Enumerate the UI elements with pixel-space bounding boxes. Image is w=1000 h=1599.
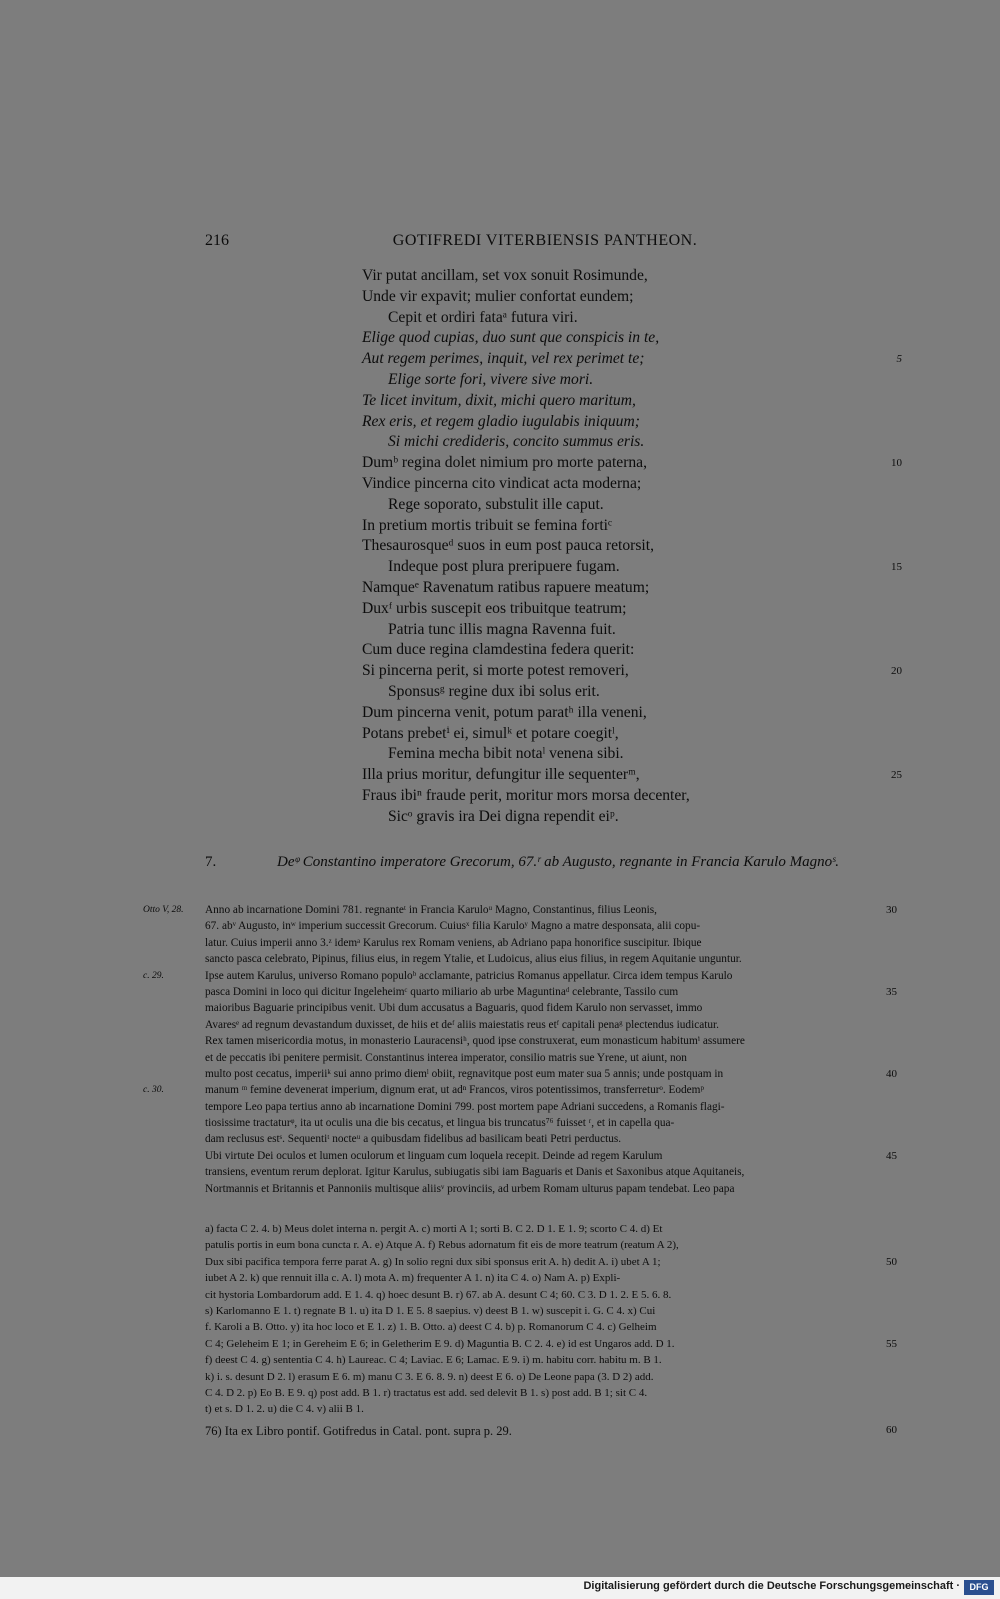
note-text: s) Karlomanno E 1. t) regnate B 1. u) ita D 1. E 5. 8 saepius. v) deest B 1. w) suscepit i. G. C 4. x) Cui (205, 1304, 656, 1317)
margin-reference: c. 30. (143, 1085, 164, 1096)
verse-text: Femina mecha bibit notaˡ venena sibi. (388, 745, 624, 763)
note-text: iubet A 2. k) que rennuit illa c. A. l) mota A. m) frequenter A 1. n) ita C 4. o) Nam A. p) Expli- (205, 1272, 621, 1285)
note-line (205, 1270, 885, 1286)
prose-text: multo post cecatus, imperiiᵏ sui anno primo diemˡ obiit, regnavitque post eum mater sua 5 annis; unde postquam in (205, 1067, 724, 1080)
prose-text: Anno ab incarnatione Domini 781. regnanteᵗ in Francia Karuloᵘ Magno, Constantinus, filius Leonis, (205, 904, 658, 916)
prose-text: Rex tamen misericordia motus, in monasterio Lauracensiʰ, quod ipse construxerat, eum monasticum habitumⁱ assumere (205, 1035, 745, 1048)
prose-text: sancto pasca celebrato, Pipinus, filius eius, in regem Ytalie, et Ludoicus, alius eius filius, in regem Aquitanie unguntur. (205, 953, 742, 966)
margin-reference: Otto V, 28. (143, 905, 184, 915)
note-line (205, 1369, 885, 1385)
chapter-number: 7. (205, 854, 217, 870)
verse-line (362, 807, 902, 828)
line-number: 55 (886, 1337, 897, 1350)
prose-line (205, 984, 897, 1000)
prose-text: pasca Domini in loco qui dicitur Ingeleheimᶜ quarto miliario ab urbe Maguntinaᵈ celebrante, Tassilo cum (205, 985, 679, 998)
prose-line (205, 1099, 885, 1115)
dfg-credit-text: Digitalisierung gefördert durch die Deutsche Forschungsgemeinschaft · (583, 1580, 960, 1592)
prose-line (205, 951, 885, 967)
note-text: k) i. s. desunt D 2. l) erasum E 6. m) manu C 3. E 6. 8. 9. n) deest E 6. o) De Leone papa (3. D 2) add. (205, 1370, 654, 1383)
verse-line (362, 391, 902, 412)
note-text: Dux sibi pacifica tempora ferre parat A. g) In solio regni dux sibi sponsus erit A. h) dedit A. i) ubet A 1; (205, 1255, 661, 1268)
verse-text: Patria tunc illis magna Ravenna fuit. (388, 620, 616, 638)
verse-line (362, 495, 902, 516)
prose-block (143, 902, 897, 1197)
note-line (205, 1352, 885, 1368)
verse-line (362, 328, 902, 349)
verse-line (362, 765, 902, 786)
prose-line (205, 918, 885, 934)
margin-reference: c. 29. (143, 970, 164, 981)
note-line (205, 1401, 885, 1417)
verse-line (362, 536, 902, 557)
verse-text: Indeque post plura preripuere fugam. (388, 558, 620, 576)
verse-line (362, 557, 902, 578)
verse-text: Illa prius moritur, defungitur ille sequenterᵐ, (362, 766, 640, 784)
verse-text: Elige quod cupias, duo sunt que conspicis in te, (362, 329, 660, 347)
verse-line (362, 412, 902, 433)
dfg-banner (0, 1577, 1000, 1599)
verse-line (362, 682, 902, 703)
verse-text: Cepit et ordiri fataᵃ futura viri. (388, 308, 578, 326)
page-number: 216 (205, 232, 229, 249)
verse-text: Rex eris, et regem gladio iugulabis iniquum; (362, 412, 640, 430)
verse-line (362, 661, 902, 682)
note-line (205, 1385, 885, 1401)
running-head (205, 232, 885, 254)
line-number: 10 (891, 457, 902, 470)
prose-text: 67. abᵛ Augusto, inʷ imperium successit Grecorum. Cuiusˣ filia Karuloʸ Magno a matre desponsata, alii copu- (205, 920, 701, 933)
line-number: 20 (891, 665, 902, 678)
prose-line (205, 1148, 897, 1164)
verse-line (362, 620, 902, 641)
prose-text: dam reclusus estˢ. Sequentiᵗ nocteᵘ a quibusdam fidelibus ad basilicam beati Petri perductus. (205, 1133, 622, 1146)
verse-line (362, 308, 902, 329)
footnote-text: 76) Ita ex Libro pontif. Gotifredus in Catal. pont. supra p. 29. (205, 1424, 512, 1438)
verse-text: Sicᵒ gravis ira Dei digna rependit eiᵖ. (388, 807, 619, 825)
note-text: C 4; Geleheim E 1; in Gereheim E 6; in Geletherim E 9. d) Maguntia B. C 2. 4. e) id est Ungaros add. D 1. (205, 1337, 675, 1350)
prose-line (205, 1000, 885, 1016)
dfg-logo: DFG (964, 1580, 994, 1595)
verse-line (362, 599, 902, 620)
verse-text: Si michi credideris, concito summus eris. (388, 433, 645, 451)
note-line (205, 1319, 885, 1335)
running-title: GOTIFREDI VITERBIENSIS PANTHEON. (392, 232, 698, 249)
verse-text: Thesaurosqueᵈ suos in eum post pauca retorsit, (362, 537, 654, 555)
verse-text: Sponsusᵍ regine dux ibi solus erit. (388, 682, 600, 700)
chapter-heading (205, 853, 885, 872)
verse-text: Cum duce regina clamdestina federa querit: (362, 641, 635, 659)
verse-line (362, 349, 902, 370)
verse-line (362, 724, 902, 745)
prose-line (205, 1181, 885, 1197)
verse-line (362, 703, 902, 724)
prose-text: maioribus Baguarie principibus venit. Ubi dum accusatus a Baguaris, quod fidem Karulo non servasset, immo (205, 1002, 703, 1015)
footnote-line-number: 60 (886, 1424, 897, 1436)
verse-text: Dumᵇ regina dolet nimium pro morte paterna, (362, 454, 648, 472)
apparatus-notes (205, 1221, 897, 1418)
prose-text: tempore Leo papa tertius anno ab incarnatione Domini 799. post mortem pape Adriani succedens, a Romanis flagi- (205, 1100, 725, 1113)
verse-line (362, 266, 902, 287)
note-line (205, 1303, 885, 1319)
prose-line (205, 1115, 885, 1131)
prose-text: Nortmannis et Britannis et Pannoniis multisque aliisᵛ provinciis, ad urbem Romam ulturus papam tendebat. Leo papa (205, 1182, 735, 1195)
note-text: C 4. D 2. p) Eo B. E 9. q) post add. B 1. r) tractatus est add. sed delevit B 1. s) post add. B 1; sit C 4. (205, 1386, 648, 1399)
prose-line (205, 1066, 897, 1082)
prose-text: latur. Cuius imperii anno 3.ᶻ idemᵃ Karulus rex Romam veniens, ab Adriano papa honorifice suscipitur. Ibique (205, 936, 702, 949)
note-line (205, 1336, 897, 1352)
prose-line (143, 902, 897, 918)
chapter-title: Deᵠ Constantino imperatore Grecorum, 67.ʳ ab Augusto, regnante in Francia Karulo Magnoˢ. (276, 854, 840, 870)
line-number: 30 (886, 904, 897, 916)
line-number: 5 (896, 353, 902, 366)
prose-line (205, 1131, 885, 1147)
note-line (205, 1221, 885, 1237)
verse-text: Vir putat ancillam, set vox sonuit Rosimunde, (362, 267, 648, 284)
verse-text: Vindice pincerna cito vindicat acta moderna; (362, 474, 642, 492)
prose-text: et de peccatis ibi penitere permisit. Constantinus interea imperator, consilio matris sue Yrene, ut aiunt, non (205, 1051, 687, 1064)
prose-text: transiens, eventum rerum deplorat. Igitur Karulus, subiugatis sibi iam Baguaris et Danis et Saxonibus atque Aquitaneis, (205, 1166, 745, 1179)
verse-text: Potans prebetⁱ ei, simulᵏ et potare coegitˡ, (362, 724, 619, 742)
verse-line (362, 578, 902, 599)
prose-text: Avaresᵉ ad regnum devastandum duxisset, de hiis et deᶠ aliis maiestatis reus etᶠ capitali penaᵍ plectendus iudicatur. (205, 1018, 719, 1031)
prose-text: Ipse autem Karulus, universo Romano populoᵇ acclamante, patricius Romanus appellatur. Circa idem tempus Karulo (205, 969, 733, 982)
prose-line (205, 935, 885, 951)
line-number: 35 (886, 985, 897, 998)
verse-text: Unde vir expavit; mulier confortat eundem; (362, 287, 634, 305)
note-line (205, 1254, 897, 1270)
verse-line (362, 370, 902, 391)
note-text: f. Karoli a B. Otto. y) ita hoc loco et E 1. z) 1. B. Otto. a) deest C 4. b) p. Romanorum C 4. c) Gelheim (205, 1321, 657, 1334)
verse-line (362, 516, 902, 537)
verse-text: Elige sorte fori, vivere sive mori. (388, 370, 594, 388)
verse-text: Rege soporato, substulit ille caput. (388, 495, 604, 513)
prose-line (205, 1050, 885, 1066)
verse-line (362, 640, 902, 661)
verse-line (362, 287, 902, 308)
verse-text: Fraus ibiⁿ fraude perit, moritur mors morsa decenter, (362, 786, 690, 804)
verse-line (362, 786, 902, 807)
note-line (205, 1287, 885, 1303)
note-text: cit hystoria Lombardorum add. E 1. 4. q) hoec desunt B. r) 67. ab A. desunt C 4; 60. C 3. D 1. 2. E 5. 6. 8. (205, 1288, 672, 1301)
footnote (205, 1424, 897, 1442)
note-text: f) deest C 4. g) sententia C 4. h) Laureac. C 4; Laviac. E 6; Lamac. E 9. i) m. habitu corr. habitu m. B 1. (205, 1354, 662, 1367)
line-number: 50 (886, 1255, 897, 1268)
note-line (205, 1237, 885, 1253)
prose-line (205, 1033, 885, 1049)
verse-text: Duxᶠ urbis suscepit eos tribuitque teatrum; (362, 599, 627, 617)
prose-text: tiosissime tractaturᵠ, ita ut oculis una die bis cecatus, et lingua bis truncatus⁷⁶ fuisset ʳ, et in capella qua- (205, 1117, 675, 1130)
line-number: 15 (891, 561, 902, 574)
verse-line (362, 474, 902, 495)
prose-line (143, 968, 885, 984)
note-text: a) facta C 2. 4. b) Meus dolet interna n. pergit A. c) morti A 1; sorti B. C 2. D 1. E 1. 9; scorto C 4. d) Et (205, 1223, 663, 1235)
verse-line (362, 432, 902, 453)
verse-text: Si pincerna perit, si morte potest removeri, (362, 662, 629, 680)
verse-line (362, 453, 902, 474)
line-number: 40 (886, 1067, 897, 1080)
note-text: patulis portis in eum bona cuncta r. A. e) Atque A. f) Rebus adornatum fit eis de more teatrum (reatum A 2), (205, 1239, 679, 1252)
prose-text: manum ᵐ femine devenerat imperium, dignum erat, ut adⁿ Francos, viros potentissimos, transferreturᵒ. Eodemᵖ (205, 1084, 704, 1097)
note-text: t) et s. D 1. 2. u) die C 4. v) alii B 1. (205, 1403, 364, 1416)
verse-text: Namqueᵉ Ravenatum ratibus rapuere meatum; (362, 578, 650, 596)
prose-text: Ubi virtute Dei oculos et lumen oculorum et linguam cum loquela recepit. Deinde ad regem Karulum (205, 1149, 663, 1162)
prose-line (143, 1082, 885, 1098)
prose-line (205, 1017, 885, 1033)
poem-block (362, 266, 902, 828)
verse-text: Dum pincerna venit, potum paratʰ illa veneni, (362, 703, 647, 721)
prose-line (205, 1164, 885, 1180)
verse-line (362, 744, 902, 765)
verse-text: Aut regem perimes, inquit, vel rex perimet te; (362, 350, 645, 368)
verse-text: In pretium mortis tribuit se femina fortiᶜ (362, 516, 612, 534)
line-number: 45 (886, 1149, 897, 1162)
verse-text: Te licet invitum, dixit, michi quero maritum, (362, 391, 636, 409)
line-number: 25 (891, 769, 902, 782)
